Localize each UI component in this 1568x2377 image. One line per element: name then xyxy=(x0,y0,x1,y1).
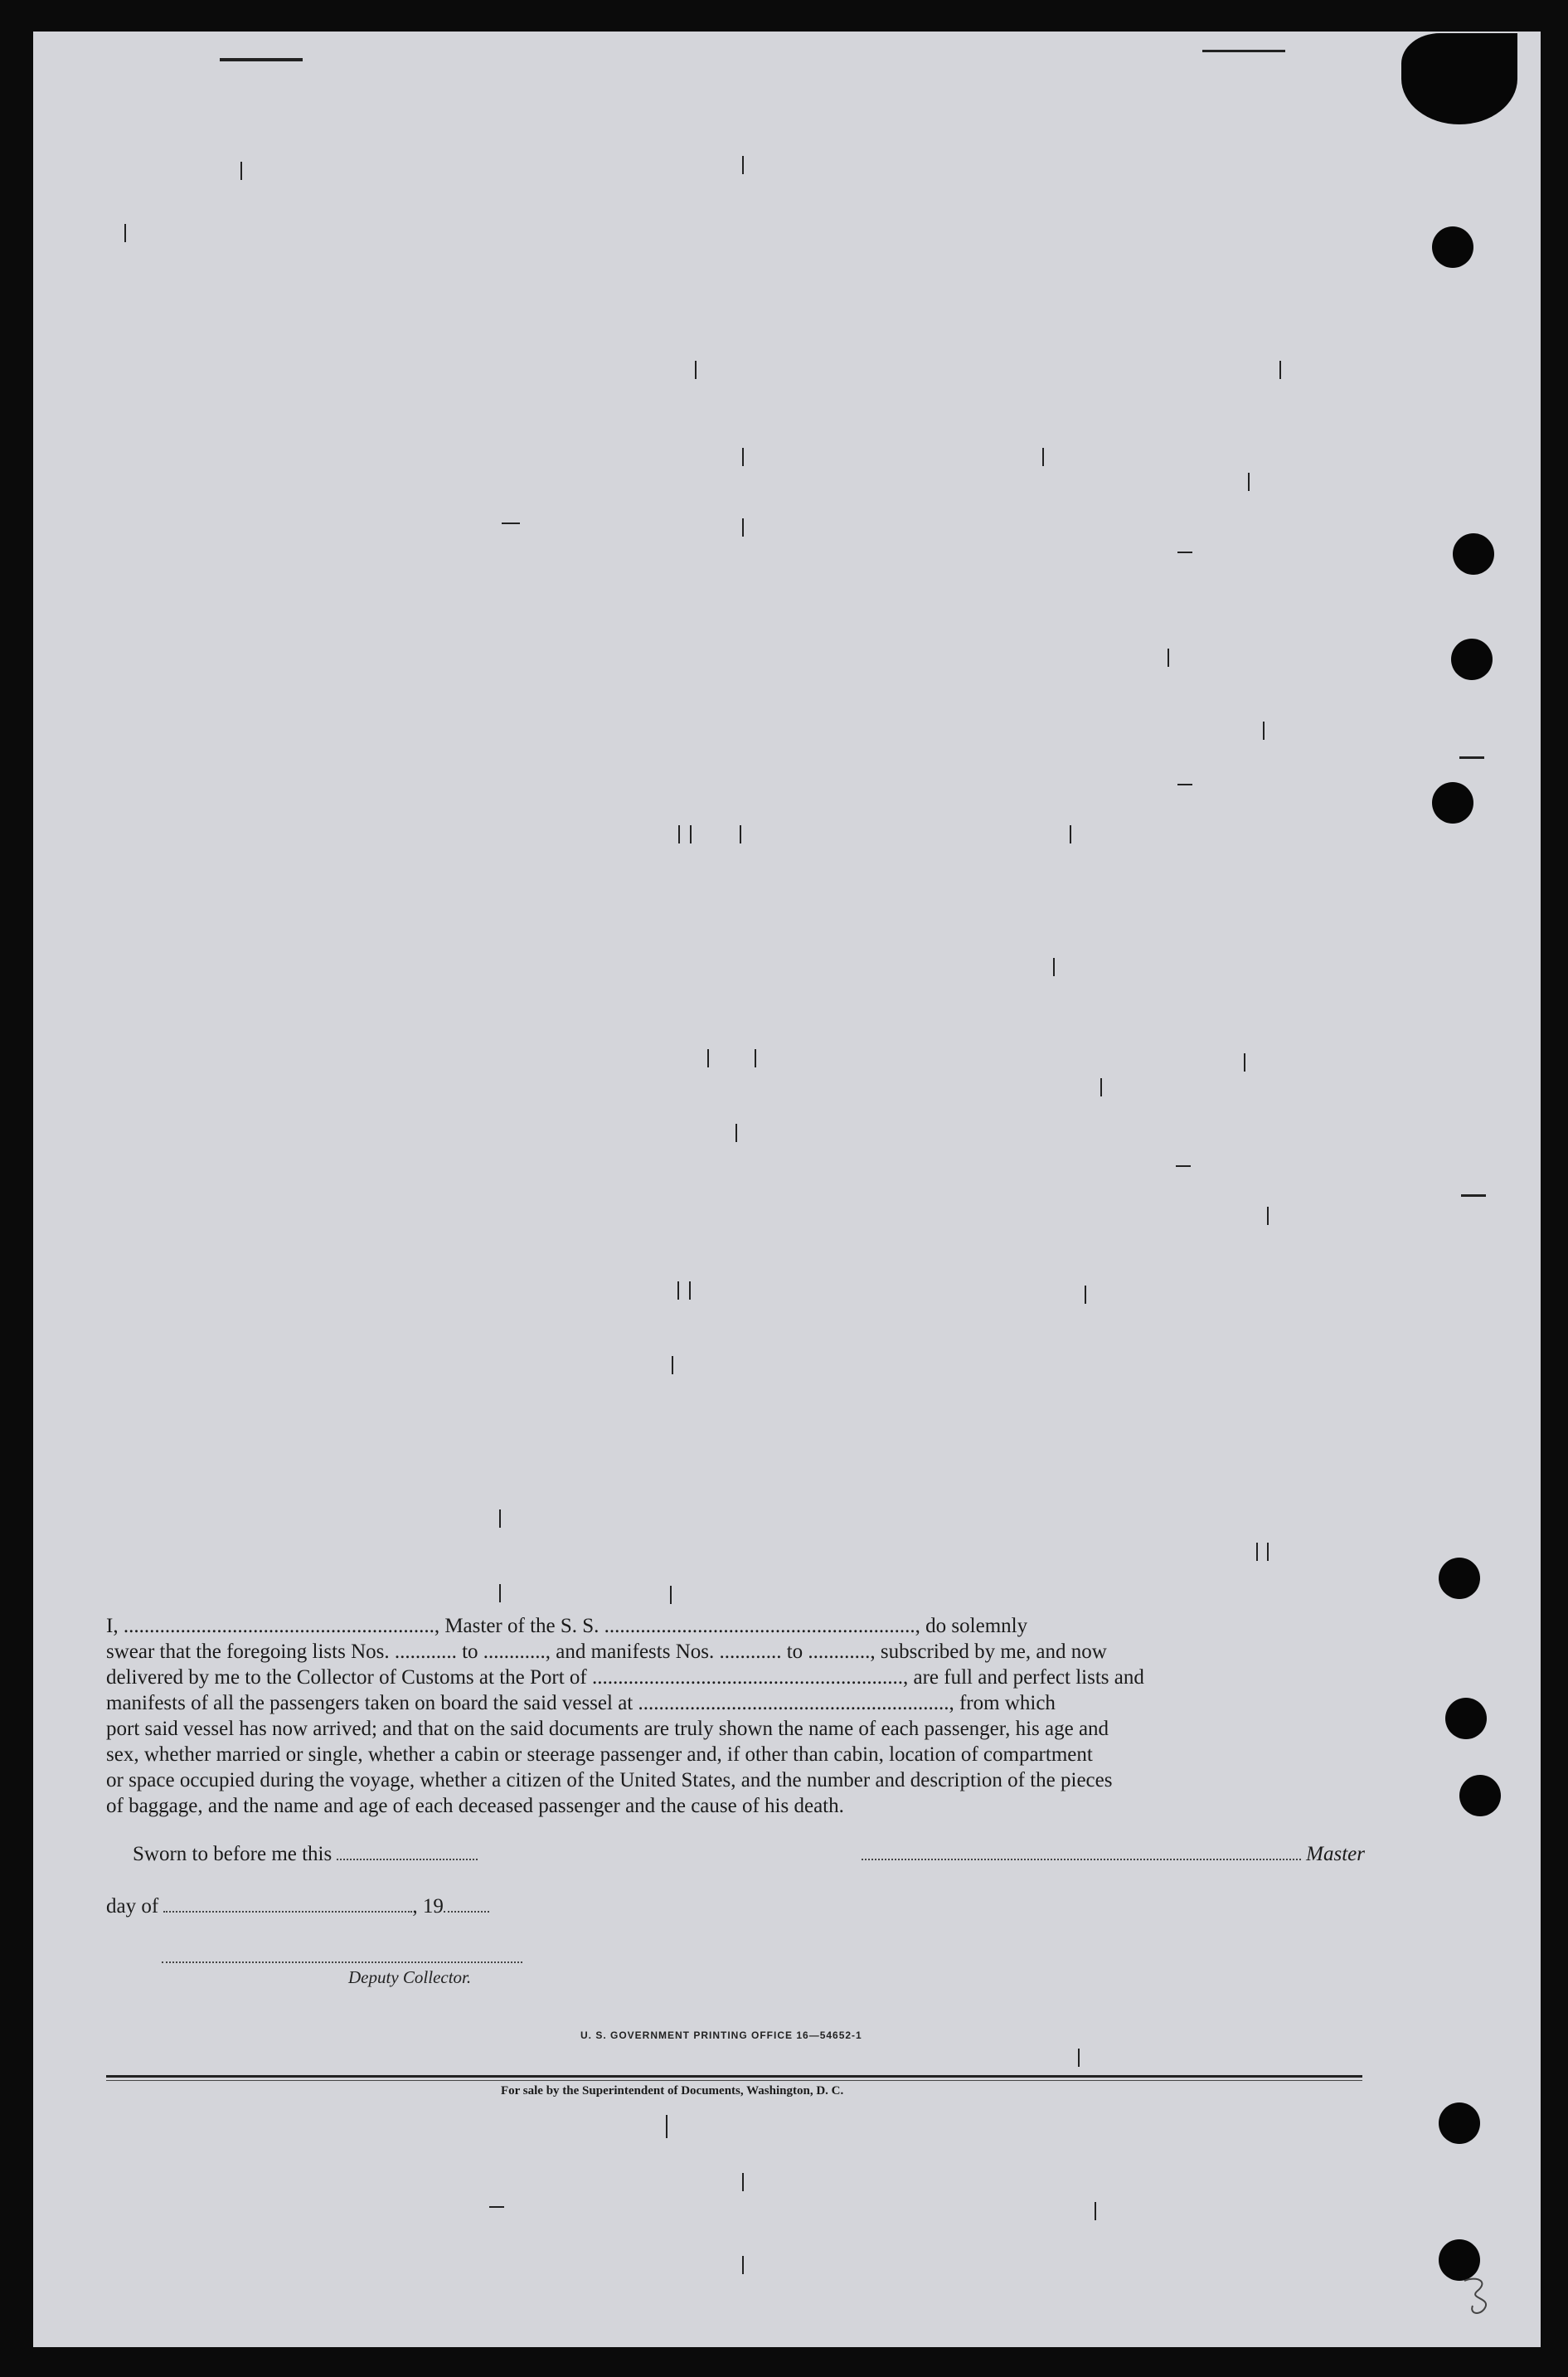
oath-paragraph xyxy=(106,1613,1365,1819)
ruling-mark xyxy=(755,1049,756,1067)
ruling-mark xyxy=(666,2115,667,2138)
ruling-mark xyxy=(1176,1165,1191,1167)
ruling-mark xyxy=(695,361,697,379)
ruling-mark xyxy=(1042,448,1044,466)
master-signature-field[interactable] xyxy=(862,1859,1301,1860)
oath-line: delivered by me to the Collector of Customs at the Port of ............................................................, are full and perfect lists and xyxy=(106,1666,1144,1689)
ruling-mark xyxy=(240,162,242,180)
deputy-collector-label: Deputy Collector. xyxy=(348,1967,472,1987)
footer-rule xyxy=(106,2080,1362,2081)
ruling-mark xyxy=(489,2206,504,2208)
ruling-mark xyxy=(742,2256,744,2274)
ruling-mark xyxy=(742,518,744,537)
ruling-mark xyxy=(1202,50,1285,52)
ruling-mark xyxy=(1078,2049,1080,2067)
year-field[interactable] xyxy=(444,1896,489,1913)
ruling-mark xyxy=(1095,2202,1096,2220)
sworn-label: Sworn to before me this xyxy=(133,1843,333,1865)
oath-line: of baggage, and the name and age of each deceased passenger and the cause of his death. xyxy=(106,1795,844,1817)
ruling-mark xyxy=(124,224,126,242)
ruling-mark xyxy=(677,1281,679,1300)
printer-imprint: U. S. GOVERNMENT PRINTING OFFICE 16—54652-1 xyxy=(580,2029,862,2041)
ruling-mark xyxy=(1248,473,1250,491)
binder-hole xyxy=(1432,226,1473,268)
ruling-mark xyxy=(1256,1543,1258,1561)
ruling-mark xyxy=(1263,722,1265,740)
binder-hole xyxy=(1453,533,1494,575)
ruling-mark xyxy=(690,825,692,843)
oath-line: or space occupied during the voyage, whether a citizen of the United States, and the number and description of the pieces xyxy=(106,1769,1113,1791)
day-of-label: day of xyxy=(106,1895,159,1918)
binder-hole xyxy=(1459,1775,1501,1816)
binder-hole xyxy=(1451,639,1493,680)
ruling-mark xyxy=(1053,958,1055,976)
ruling-mark xyxy=(1085,1286,1086,1304)
binder-hole xyxy=(1439,2102,1480,2144)
master-signature-line xyxy=(837,1843,1365,1866)
ruling-mark xyxy=(1267,1207,1269,1225)
ruling-mark xyxy=(499,1584,501,1602)
master-label: Master xyxy=(1306,1843,1365,1865)
ruling-mark xyxy=(1279,361,1281,379)
ruling-mark xyxy=(672,1356,673,1374)
year-prefix: 19 xyxy=(422,1895,444,1918)
handwritten-mark xyxy=(1459,2272,1499,2318)
ruling-mark xyxy=(1267,1543,1269,1561)
ruling-mark xyxy=(1177,552,1192,553)
ruling-mark xyxy=(678,825,680,843)
ruling-mark xyxy=(220,58,303,61)
ruling-mark xyxy=(499,1509,501,1528)
binder-hole xyxy=(1439,1558,1480,1599)
ruling-mark xyxy=(707,1049,709,1067)
ruling-mark xyxy=(1168,649,1169,667)
sale-notice: For sale by the Superintendent of Documents, Washington, D. C. xyxy=(501,2084,844,2097)
month-field[interactable] xyxy=(163,1896,412,1913)
ruling-mark xyxy=(1070,825,1071,843)
footer-rule xyxy=(106,2075,1362,2078)
ruling-mark xyxy=(742,156,744,174)
form-page xyxy=(33,32,1541,2347)
ruling-mark xyxy=(1244,1053,1245,1072)
oath-line: I, ............................................................, Master of the S. S. ............................................................, do solemnly xyxy=(106,1615,1028,1637)
torn-corner xyxy=(1401,33,1517,124)
oath-line: manifests of all the passengers taken on board the said vessel at ............................................................, from which xyxy=(106,1692,1056,1714)
ruling-mark xyxy=(689,1281,691,1300)
ruling-mark xyxy=(1459,756,1484,759)
binder-hole xyxy=(1432,782,1473,824)
ruling-mark xyxy=(742,448,744,466)
ruling-mark xyxy=(1100,1078,1102,1096)
day-of-line: day of , 19 xyxy=(106,1895,489,1918)
oath-line: swear that the foregoing lists Nos. ............ to ............, and manifests Nos. ............ to ............, subscribed by me, and now xyxy=(106,1641,1107,1663)
oath-line: port said vessel has now arrived; and that on the said documents are truly shown the name of each passenger, his age and xyxy=(106,1718,1109,1740)
sworn-line xyxy=(133,1843,478,1866)
deputy-signature-field[interactable] xyxy=(162,1961,522,1963)
ruling-mark xyxy=(735,1124,737,1142)
oath-line: sex, whether married or single, whether a cabin or steerage passenger and, if other than cabin, location of compartment xyxy=(106,1743,1093,1766)
ruling-mark xyxy=(740,825,741,843)
sworn-day-field[interactable] xyxy=(337,1844,478,1860)
ruling-mark xyxy=(502,523,520,524)
ruling-mark xyxy=(1461,1194,1486,1197)
ruling-mark xyxy=(670,1586,672,1604)
ruling-mark xyxy=(1177,784,1192,785)
ruling-mark xyxy=(742,2173,744,2191)
binder-hole xyxy=(1445,1698,1487,1739)
